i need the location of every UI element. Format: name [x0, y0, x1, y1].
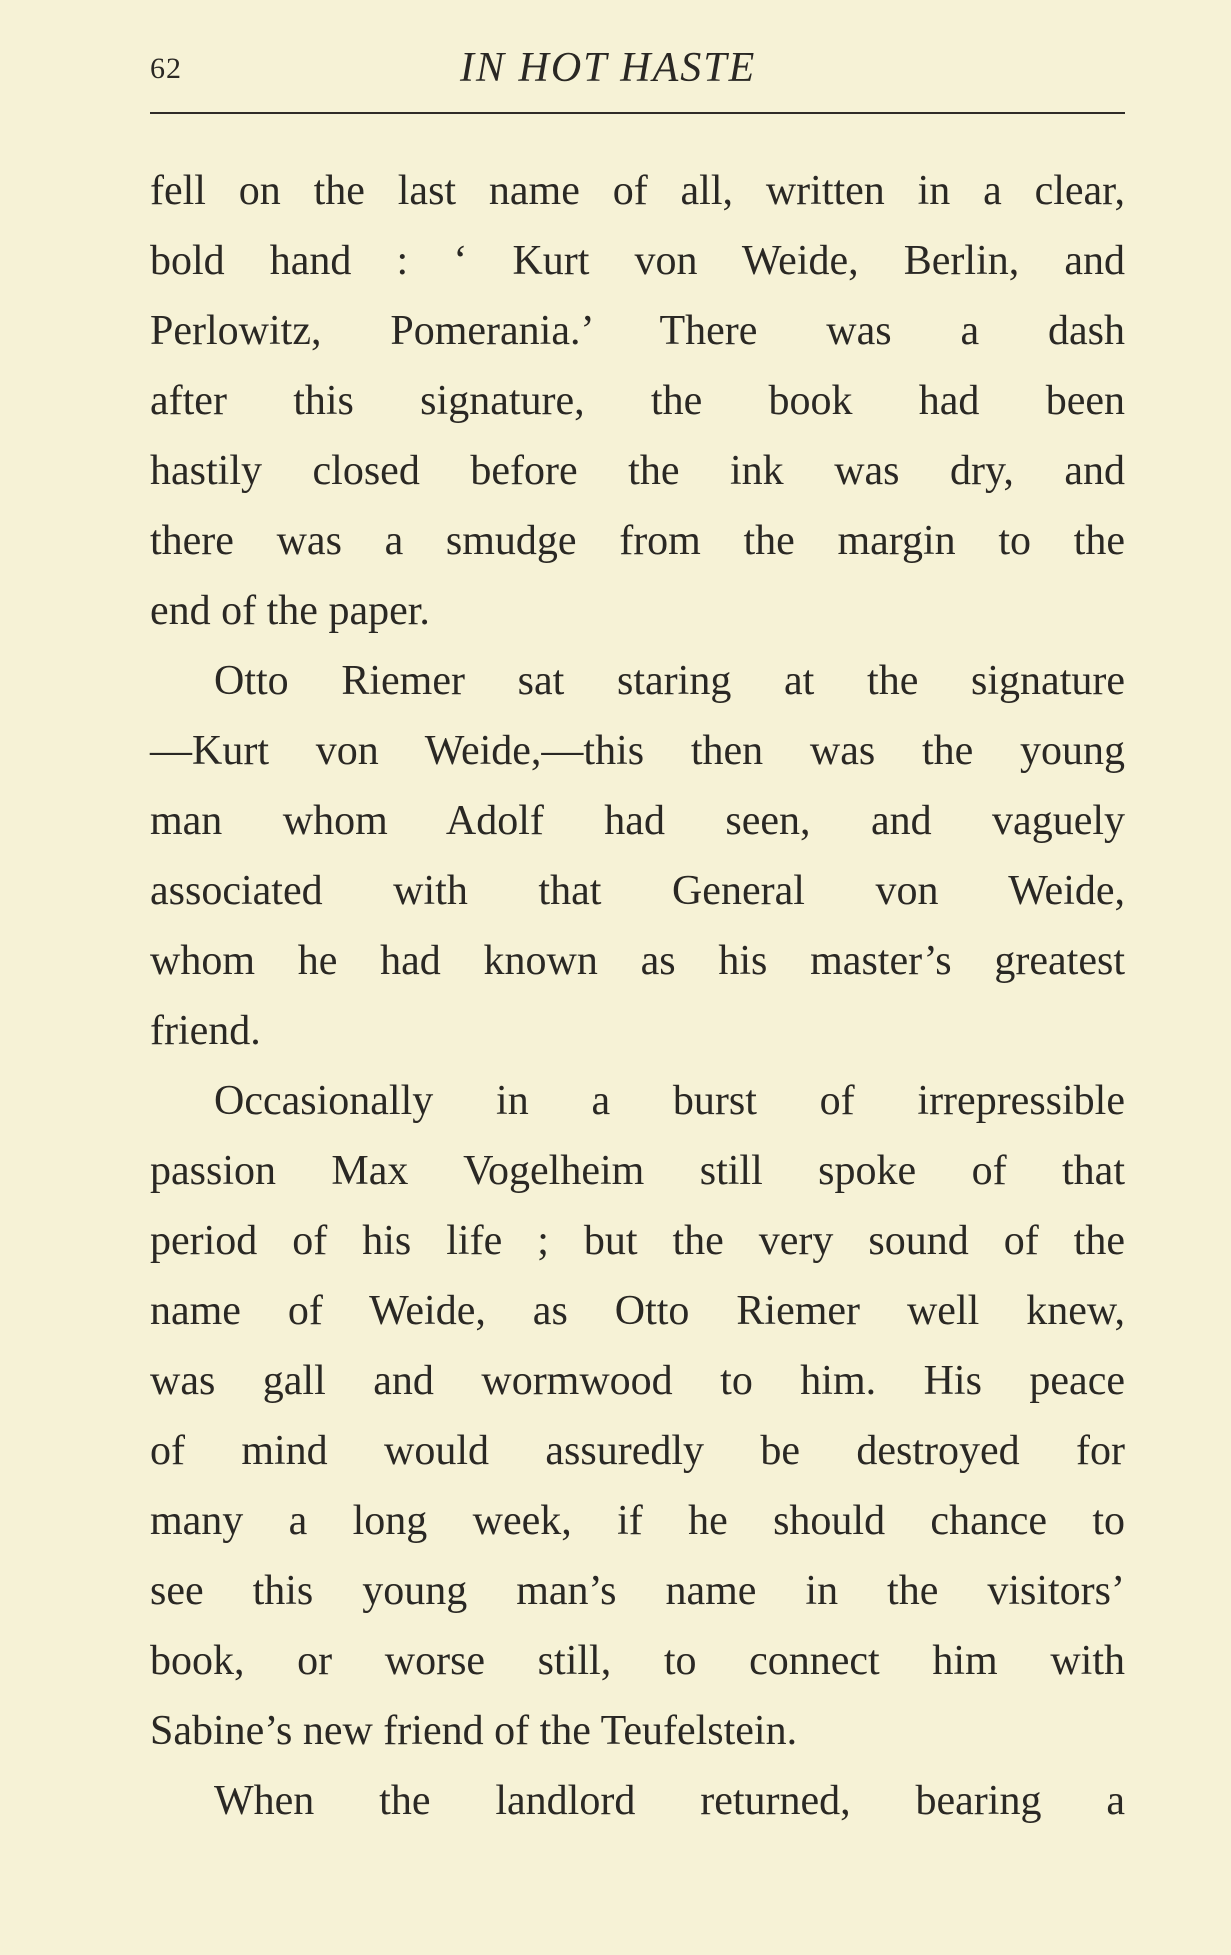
- text-line: bold hand : ‘ Kurt von Weide, Berlin, and: [150, 238, 1125, 284]
- text-line: Occasionally in a burst of irrepressible: [214, 1078, 1125, 1124]
- text-line: friend.: [150, 1008, 261, 1054]
- body-text: [150, 156, 1125, 1836]
- text-line: there was a smudge from the margin to the: [150, 518, 1125, 564]
- text-line: see this young man’s name in the visitors’: [150, 1568, 1125, 1614]
- header-rule: [150, 112, 1125, 114]
- text-line: was gall and wormwood to him. His peace: [150, 1358, 1125, 1404]
- text-line: hastily closed before the ink was dry, and: [150, 448, 1125, 494]
- running-head: [150, 40, 1125, 110]
- text-line: Otto Riemer sat staring at the signature: [214, 658, 1125, 704]
- page-number: 62: [150, 52, 182, 85]
- text-line: fell on the last name of all, written in a clear,: [150, 168, 1125, 214]
- text-line: associated with that General von Weide,: [150, 868, 1125, 914]
- text-line: man whom Adolf had seen, and vaguely: [150, 798, 1125, 844]
- text-line: Sabine’s new friend of the Teufelstein.: [150, 1708, 798, 1754]
- running-title: IN HOT HASTE: [460, 45, 757, 91]
- text-line: period of his life ; but the very sound of the: [150, 1218, 1125, 1264]
- text-line: end of the paper.: [150, 588, 430, 634]
- text-line: after this signature, the book had been: [150, 378, 1125, 424]
- text-line: Perlowitz, Pomerania.’ There was a dash: [150, 308, 1125, 354]
- text-line: When the landlord returned, bearing a: [214, 1778, 1125, 1824]
- text-line: book, or worse still, to connect him with: [150, 1638, 1125, 1684]
- book-page: [150, 40, 1125, 1824]
- text-line: many a long week, if he should chance to: [150, 1498, 1125, 1544]
- text-line: of mind would assuredly be destroyed for: [150, 1428, 1125, 1474]
- text-line: name of Weide, as Otto Riemer well knew,: [150, 1288, 1125, 1334]
- text-line: —Kurt von Weide,—this then was the young: [150, 728, 1125, 774]
- text-line: whom he had known as his master’s greatest: [150, 938, 1125, 984]
- text-line: passion Max Vogelheim still spoke of that: [150, 1148, 1125, 1194]
